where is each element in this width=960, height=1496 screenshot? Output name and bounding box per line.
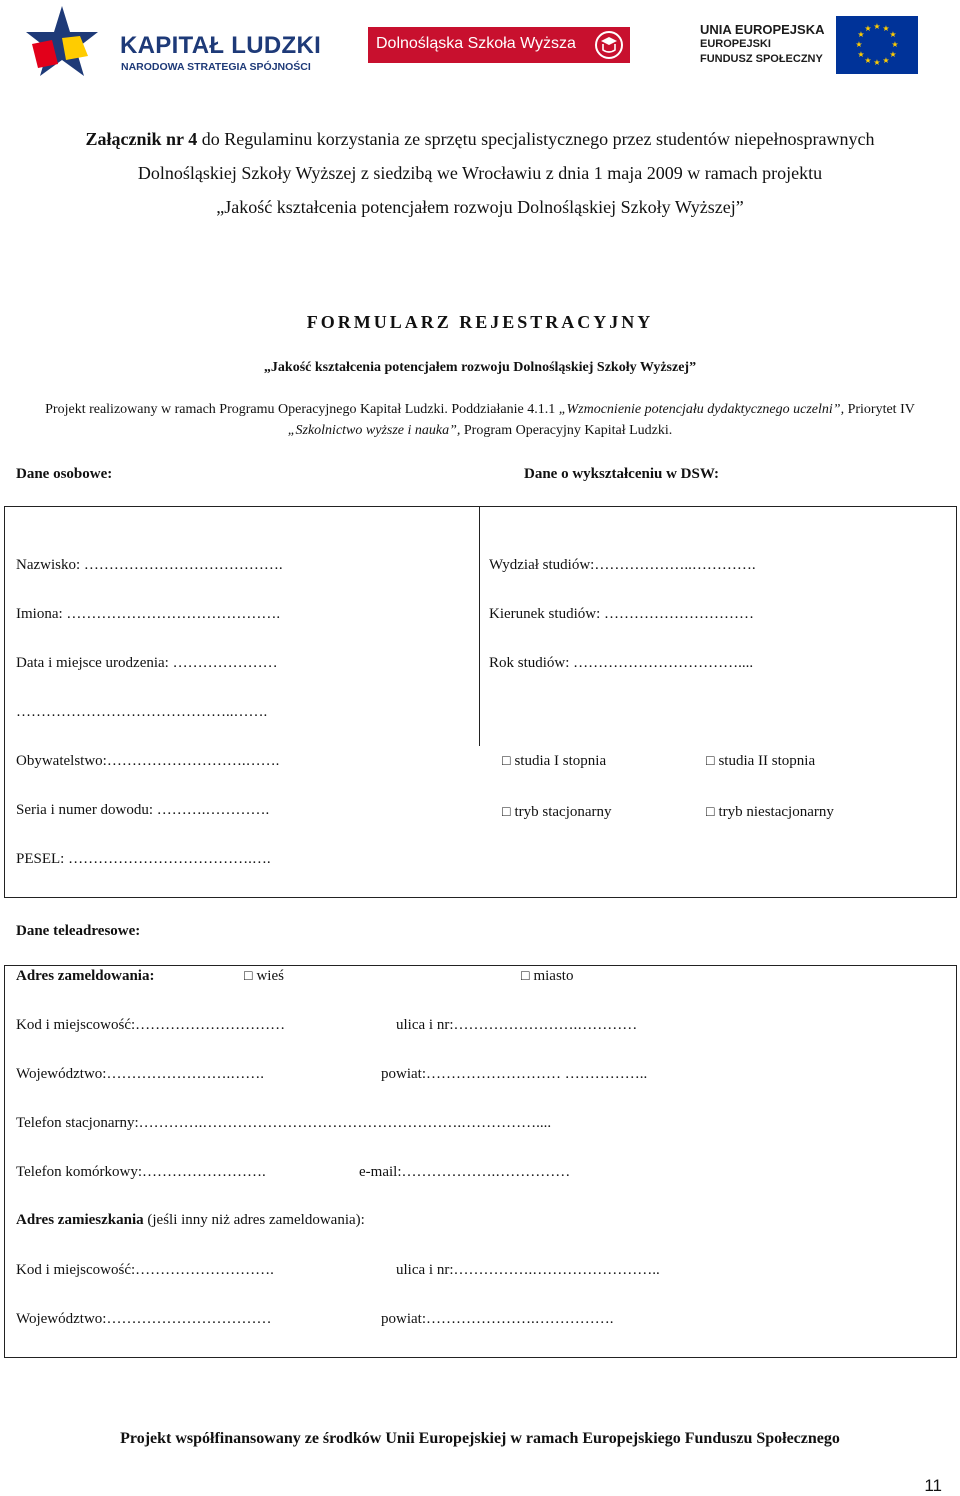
svg-text:★: ★: [882, 56, 890, 65]
eu-line-1: UNIA EUROPEJSKA: [700, 22, 825, 37]
checkbox-full-time[interactable]: □ tryb stacjonarny: [502, 804, 612, 821]
reg-province-field[interactable]: Województwo:…………………….…….: [16, 1066, 264, 1082]
citizenship-field[interactable]: Obywatelstwo:……………………….…….: [16, 753, 280, 769]
footer-cofinancing: Projekt współfinansowany ze środków Unii Europejskiej w ramach Europejskiego Funduszu Społecznego: [120, 1430, 840, 1447]
dsw-emblem-icon: [594, 30, 624, 60]
res-street-field[interactable]: ulica i nr:…………….……………………..: [396, 1262, 660, 1278]
course-field[interactable]: Kierunek studiów: …………………………: [489, 606, 754, 622]
dsw-name: Dolnośląska Szkoła Wyższa: [376, 35, 576, 52]
svg-text:★: ★: [873, 58, 881, 67]
checkbox-second-degree[interactable]: □ studia II stopnia: [706, 753, 815, 770]
birth-field[interactable]: Data i miejsce urodzenia: …………………: [16, 655, 278, 671]
svg-text:★: ★: [857, 50, 865, 59]
birth-field-continuation[interactable]: ……………………………………..…….: [16, 704, 268, 720]
landline-field[interactable]: Telefon stacjonarny:………….…………………………………………….……………....: [16, 1115, 552, 1131]
pesel-field[interactable]: PESEL: ……………………………….….: [16, 851, 271, 867]
residence-address-title: Adres zamieszkania: [16, 1212, 144, 1228]
attachment-line-2: Dolnośląskiej Szkoły Wyższej z siedzibą we Wrocławiu z dnia 1 maja 2009 w ramach projektu: [137, 163, 823, 183]
svg-text:★: ★: [864, 56, 872, 65]
eu-logo-text: [700, 22, 830, 67]
names-field[interactable]: Imiona: …………………………………….: [16, 606, 281, 622]
checkbox-first-degree[interactable]: □ studia I stopnia: [502, 753, 606, 770]
residence-address-label: [16, 1212, 365, 1229]
checkbox-city[interactable]: □ miasto: [521, 968, 573, 985]
eu-line-3: FUNDUSZ SPOŁECZNY: [700, 53, 823, 65]
project-name: „Jakość kształcenia potencjałem rozwoju Dolnośląskiej Szkoły Wyższej”: [263, 360, 697, 375]
year-field[interactable]: Rok studiów: ……………………………....: [489, 655, 754, 671]
res-county-field[interactable]: powiat:………………….…………….: [381, 1311, 614, 1327]
svg-text:★: ★: [864, 24, 872, 33]
res-postal-field[interactable]: Kod i miejscowość:……………………….: [16, 1262, 274, 1278]
dsw-logo: [368, 27, 630, 63]
desc-part-2: Priorytet IV: [844, 402, 915, 417]
attachment-header: [0, 122, 960, 224]
id-number-field[interactable]: Seria i numer dowodu: ……….………….: [16, 802, 270, 818]
page-number: 11: [924, 1476, 942, 1495]
kapital-ludzki-star-icon: [22, 4, 100, 82]
education-data-heading: Dane o wykształceniu w DSW:: [524, 466, 720, 482]
registered-address-label: Adres zameldowania:: [16, 968, 155, 984]
attachment-line-3: „Jakość kształcenia potencjałem rozwoju Dolnośląskiej Szkoły Wyższej”: [216, 197, 744, 217]
attachment-number: Załącznik nr 4: [85, 129, 198, 149]
project-description: [30, 399, 930, 441]
svg-text:★: ★: [882, 24, 890, 33]
desc-italic-1: „Wzmocnienie potencjału dydaktycznego uczelni”,: [558, 402, 845, 417]
desc-part-1: Projekt realizowany w ramach Programu Operacyjnego Kapitał Ludzki. Poddziałanie 4.1.1: [45, 402, 559, 417]
mobile-field[interactable]: Telefon komórkowy:…………………….: [16, 1164, 266, 1180]
form-title: FORMULARZ REJESTRACYJNY: [306, 312, 654, 332]
residence-address-note: (jeśli inny niż adres zameldowania):: [143, 1212, 365, 1228]
reg-street-field[interactable]: ulica i nr:…………………….…………: [396, 1017, 638, 1033]
svg-text:★: ★: [855, 40, 863, 49]
svg-text:★: ★: [873, 22, 881, 31]
svg-text:★: ★: [857, 30, 865, 39]
reg-postal-field[interactable]: Kod i miejscowość:…………………………: [16, 1017, 286, 1033]
reg-county-field[interactable]: powiat:……………………… ……………..: [381, 1066, 648, 1082]
box-divider: [479, 506, 480, 746]
personal-data-heading: Dane osobowe:: [16, 466, 113, 482]
kapital-ludzki-logo: [22, 4, 322, 84]
email-field[interactable]: e-mail:……………….……………: [359, 1164, 571, 1180]
svg-text:★: ★: [889, 50, 897, 59]
svg-text:★: ★: [889, 30, 897, 39]
checkbox-village[interactable]: □ wieś: [244, 968, 284, 985]
checkbox-part-time[interactable]: □ tryb niestacjonarny: [706, 804, 834, 821]
res-province-field[interactable]: Województwo:……………………………: [16, 1311, 272, 1327]
eu-flag-icon: [836, 16, 918, 74]
surname-field[interactable]: Nazwisko: ………………………………….: [16, 557, 283, 573]
attachment-line-1: [0, 122, 960, 156]
contact-data-heading: Dane teleadresowe:: [16, 923, 141, 939]
attachment-line-1-rest: do Regulaminu korzystania ze sprzętu specjalistycznego przez studentów niepełnosprawnych: [197, 129, 875, 149]
kapital-ludzki-subtitle: NARODOWA STRATEGIA SPÓJNOŚCI: [121, 61, 311, 73]
desc-part-3: Program Operacyjny Kapitał Ludzki.: [460, 423, 673, 438]
desc-italic-2: „Szkolnictwo wyższe i nauka”,: [287, 423, 461, 438]
faculty-field[interactable]: Wydział studiów:………………..………….: [489, 557, 756, 573]
kapital-ludzki-title: KAPITAŁ LUDZKI: [120, 32, 322, 59]
svg-text:★: ★: [891, 40, 899, 49]
eu-line-2: EUROPEJSKI: [700, 38, 771, 50]
